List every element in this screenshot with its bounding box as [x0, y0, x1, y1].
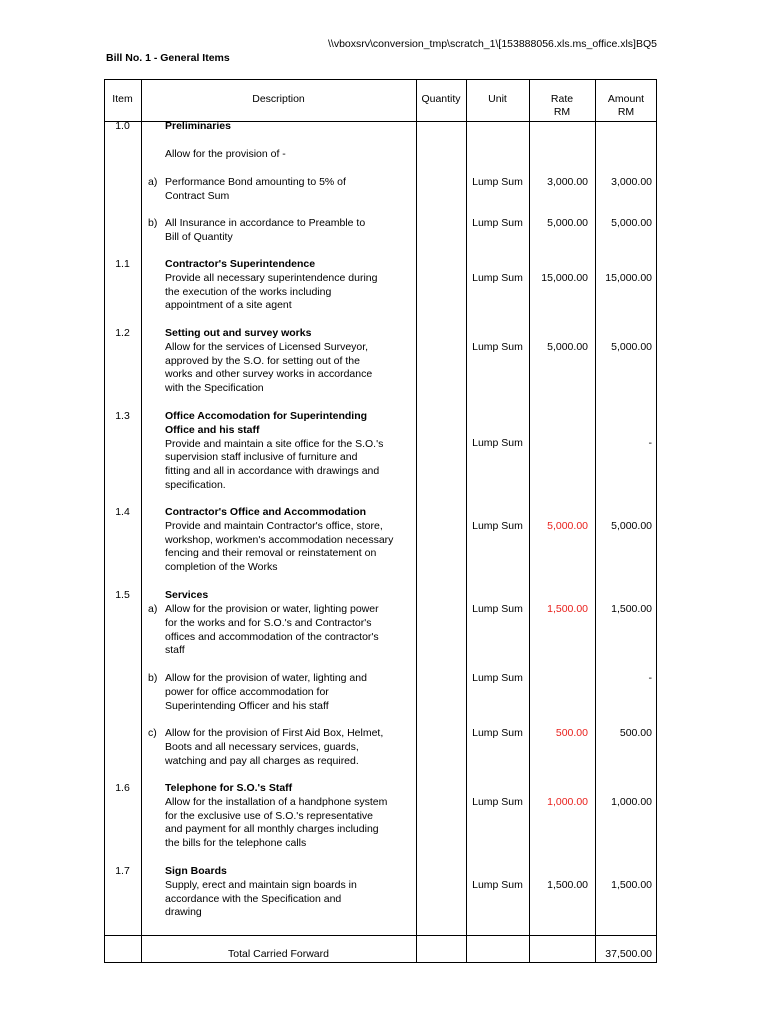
- description-text: Performance Bond amounting to 5% of Contract Sum: [165, 176, 346, 202]
- rate-cell-highlighted: 1,500.00: [547, 603, 588, 615]
- description-text: Allow for the provision of First Aid Box, Helmet, Boots and all necessary services, guards, watching and pay all charges as required.: [165, 727, 384, 767]
- amount-cell: 5,000.00: [611, 341, 652, 353]
- unit-cell: Lump Sum: [472, 672, 523, 684]
- amount-cell: 1,000.00: [611, 796, 652, 808]
- description-text: Telephone for S.O.'s Staff Allow for the installation of a handphone system for the exclusive use of S.O.'s representative and payment for all monthly charges including the bills for the telephone calls: [165, 782, 388, 850]
- description-text: Allow for the provision of -: [165, 148, 286, 160]
- bill-title: Bill No. 1 - General Items: [106, 52, 230, 64]
- amount-cell: 5,000.00: [611, 520, 652, 532]
- item-number: 1.6: [115, 782, 130, 794]
- rate-cell: 1,500.00: [547, 879, 588, 891]
- item-heading: Preliminaries: [165, 120, 231, 132]
- rate-cell-highlighted: 1,000.00: [547, 796, 588, 808]
- amount-cell: 1,500.00: [611, 879, 652, 891]
- item-number: 1.0: [115, 120, 130, 132]
- rate-cell: 3,000.00: [547, 176, 588, 188]
- description-text: Contractor's Superintendence Provide all necessary superintendence during the execution of the works including appointment of a site agent: [165, 258, 378, 312]
- description-text: Office Accomodation for Superintending Office and his staff Provide and maintain a site office for the S.O.'s supervision staff inclusive of furniture and fitting and all in accordance with drawings and specification.: [165, 410, 384, 491]
- description-text: Allow for the provision of water, lighting and power for office accommodation for Superintending Officer and his staff: [165, 672, 367, 712]
- total-carried-forward-label: Total Carried Forward: [228, 948, 329, 960]
- col-header-item: Item: [112, 93, 133, 105]
- sub-item-label: a): [148, 176, 158, 188]
- item-number: 1.7: [115, 865, 130, 877]
- col-divider-description: [416, 79, 417, 963]
- col-header-amount: Amount RM: [607, 93, 645, 118]
- col-header-quantity: Quantity: [421, 93, 461, 105]
- sub-item-label: b): [148, 217, 158, 229]
- unit-cell: Lump Sum: [472, 796, 523, 808]
- amount-cell: 1,500.00: [611, 603, 652, 615]
- amount-cell: -: [648, 437, 652, 449]
- total-amount: 37,500.00: [605, 948, 652, 960]
- description-text: Contractor's Office and Accommodation Provide and maintain Contractor's office, store, workshop, workmen's accommodation necessary fencing and their removal or reinstatement on completion of the Works: [165, 506, 394, 574]
- sub-item-label: a): [148, 603, 158, 615]
- item-number: 1.1: [115, 258, 130, 270]
- unit-cell: Lump Sum: [472, 520, 523, 532]
- amount-cell: 500.00: [619, 727, 652, 739]
- item-number: 1.3: [115, 410, 130, 422]
- item-heading: Services: [165, 589, 209, 601]
- description-text: Setting out and survey works Allow for the services of Licensed Surveyor, approved by the S.O. for setting out of the works and other survey works in accordance with the Specification: [165, 327, 373, 395]
- item-number: 1.2: [115, 327, 130, 339]
- col-header-description: Description: [252, 93, 305, 105]
- sub-item-label: b): [148, 672, 158, 684]
- rate-cell: 5,000.00: [547, 217, 588, 229]
- unit-cell: Lump Sum: [472, 341, 523, 353]
- item-number: 1.5: [115, 589, 130, 601]
- description-text: All Insurance in accordance to Preamble to Bill of Quantity: [165, 217, 366, 243]
- item-number: 1.4: [115, 506, 130, 518]
- rate-cell: 15,000.00: [541, 272, 588, 284]
- amount-cell: 15,000.00: [605, 272, 652, 284]
- description-text: Sign Boards Supply, erect and maintain sign boards in accordance with the Specification and drawing: [165, 865, 357, 919]
- unit-cell: Lump Sum: [472, 603, 523, 615]
- sub-item-label: c): [148, 727, 157, 739]
- amount-cell: 5,000.00: [611, 217, 652, 229]
- unit-cell: Lump Sum: [472, 176, 523, 188]
- col-divider-item: [141, 79, 142, 963]
- unit-cell: Lump Sum: [472, 217, 523, 229]
- unit-cell: Lump Sum: [472, 272, 523, 284]
- file-path-header: \\vboxsrv\conversion_tmp\scratch_1\[153888056.xls.ms_office.xls]BQ5: [328, 38, 657, 50]
- description-text: Allow for the provision or water, lighting power for the works and for S.O.'s and Contractor's offices and accommodation of the contractor's staff: [165, 603, 379, 657]
- amount-cell: -: [648, 672, 652, 684]
- unit-cell: Lump Sum: [472, 437, 523, 449]
- col-header-rate: Rate RM: [550, 93, 574, 118]
- unit-cell: Lump Sum: [472, 727, 523, 739]
- col-header-unit: Unit: [488, 93, 507, 105]
- amount-cell: 3,000.00: [611, 176, 652, 188]
- rate-cell: 5,000.00: [547, 341, 588, 353]
- footer-divider: [104, 935, 657, 936]
- unit-cell: Lump Sum: [472, 879, 523, 891]
- rate-cell-highlighted: 500.00: [555, 727, 588, 739]
- rate-cell-highlighted: 5,000.00: [547, 520, 588, 532]
